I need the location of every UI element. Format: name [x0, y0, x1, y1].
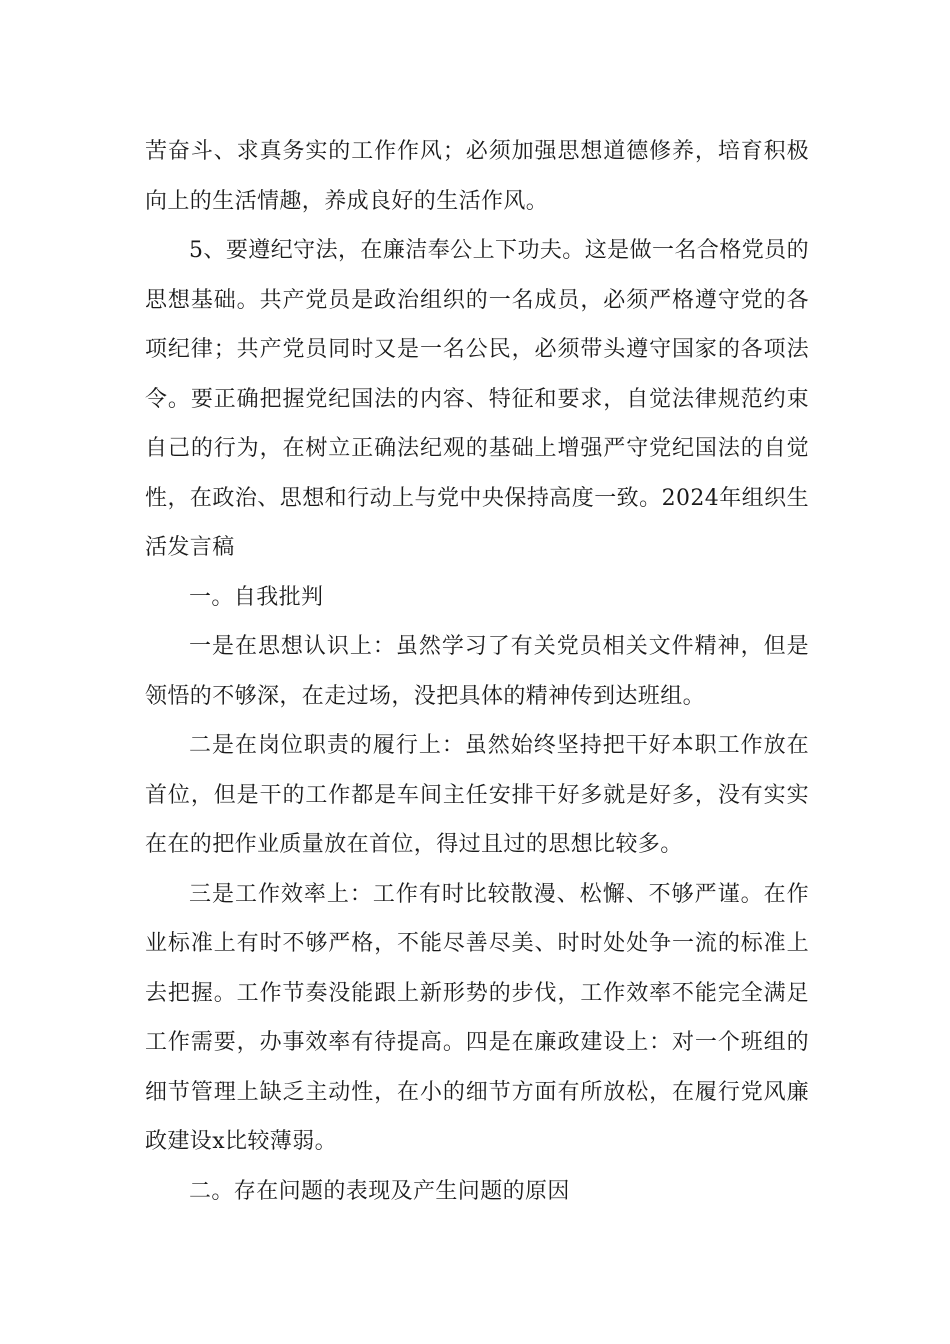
section-heading-problems-causes: 二。存在问题的表现及产生问题的原因 [189, 1178, 570, 1204]
paragraph-work-efficiency: 三是工作效率上：工作有时比较散漫、松懈、不够严谨。在作业标准上有时不够严格，不能尽善尽美、时时处处争一流的标准上去把握。工作节奏没能跟上新形势的步伐，工作效率不能完全满足工作需要，办事效率有待提高。四是在廉政建设上：对一个班组的细节管理上缺乏主动性，在小的细节方面有所放松，在履行党风廉政建设x比较薄弱。 [145, 881, 809, 1154]
paragraph-item-5: 5、要遵纪守法，在廉洁奉公上下功夫。这是做一名合格党员的思想基础。共产党员是政治组织的一名成员，必须严格遵守党的各项纪律；共产党员同时又是一名公民，必须带头遵守国家的各项法令。要正确把握党纪国法的内容、特征和要求，自觉法律规范约束自己的行为，在树立正确法纪观的基础上增强严守党纪国法的自觉性，在政治、思想和行动上与党中央保持高度一致。2024年组织生活发言稿 [145, 238, 809, 560]
document-body [145, 127, 809, 1216]
section-heading-self-criticism: 一。自我批判 [189, 584, 324, 610]
paragraph-continuation: 苦奋斗、求真务实的工作作风；必须加强思想道德修养，培育积极向上的生活情趣，养成良好的生活作风。 [145, 139, 809, 214]
paragraph-job-duties: 二是在岗位职责的履行上：虽然始终坚持把干好本职工作放在首位，但是干的工作都是车间主任安排干好多就是好多，没有实实在在的把作业质量放在首位，得过且过的思想比较多。 [145, 733, 809, 857]
paragraph-ideological-awareness: 一是在思想认识上：虽然学习了有关党员相关文件精神，但是领悟的不够深，在走过场，没把具体的精神传到达班组。 [145, 634, 809, 709]
